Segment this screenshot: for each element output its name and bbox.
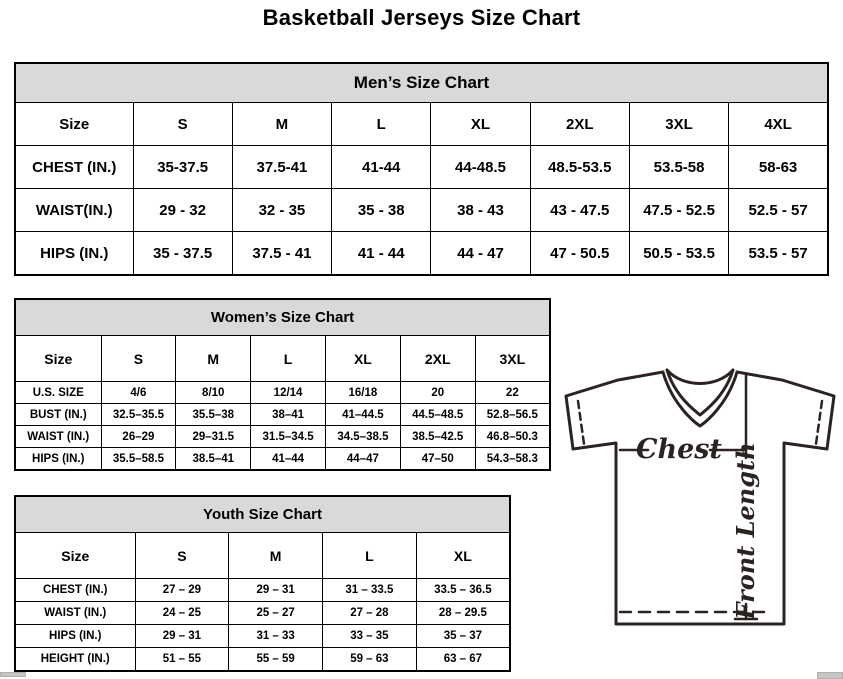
size-value: 53.5-58 [629, 146, 728, 189]
size-value: 16/18 [325, 382, 400, 404]
size-value: 22 [475, 382, 550, 404]
left-cuff-dashed-line [578, 401, 584, 444]
size-value: 35.5–38 [176, 404, 251, 426]
size-value: 29–31.5 [176, 426, 251, 448]
size-value: 37.5 - 41 [232, 232, 331, 276]
size-value: 35-37.5 [133, 146, 232, 189]
youth-header-row [15, 533, 510, 579]
size-value: 12/14 [251, 382, 326, 404]
size-value: 47 - 50.5 [530, 232, 629, 276]
size-value: 20 [400, 382, 475, 404]
size-value: 44–47 [325, 448, 400, 471]
womens-header-row [15, 336, 550, 382]
collar-outer [663, 372, 737, 426]
table-row [15, 232, 828, 276]
table-row [15, 382, 550, 404]
column-header: L [251, 336, 326, 382]
table-row [15, 602, 510, 625]
size-value: 52.8–56.5 [475, 404, 550, 426]
size-value: 41–44.5 [325, 404, 400, 426]
youth-size-table [14, 495, 511, 672]
size-value: 31.5–34.5 [251, 426, 326, 448]
size-value: 27 – 28 [323, 602, 417, 625]
column-header: Size [15, 103, 133, 146]
collar-back [667, 370, 733, 384]
size-value: 24 – 25 [135, 602, 229, 625]
front-length-label: Front Length [731, 442, 760, 620]
size-value: 38 - 43 [431, 189, 530, 232]
size-value: 38.5–42.5 [400, 426, 475, 448]
size-value: 34.5–38.5 [325, 426, 400, 448]
size-value: 44 - 47 [431, 232, 530, 276]
size-value: 50.5 - 53.5 [629, 232, 728, 276]
column-header: M [229, 533, 323, 579]
size-value: 47.5 - 52.5 [629, 189, 728, 232]
size-value: 27 – 29 [135, 579, 229, 602]
column-header: 4XL [729, 103, 828, 146]
size-value: 35.5–58.5 [101, 448, 176, 471]
size-value: 38–41 [251, 404, 326, 426]
mens-table-title: Men’s Size Chart [15, 63, 828, 103]
column-header: XL [325, 336, 400, 382]
size-value: 35 - 37.5 [133, 232, 232, 276]
jersey-outline [566, 372, 834, 624]
table-row [15, 648, 510, 672]
size-value: 31 – 33 [229, 625, 323, 648]
row-label: WAIST (IN.) [15, 602, 135, 625]
size-value: 44-48.5 [431, 146, 530, 189]
womens-size-table [14, 298, 551, 471]
table-row [15, 146, 828, 189]
column-header: 2XL [530, 103, 629, 146]
horizontal-scrollbar-left-piece[interactable] [0, 672, 26, 677]
size-value: 51 – 55 [135, 648, 229, 672]
youth-table-title: Youth Size Chart [15, 496, 510, 533]
right-cuff-dashed-line [816, 401, 822, 444]
size-value: 41-44 [332, 146, 431, 189]
size-value: 29 – 31 [229, 579, 323, 602]
column-header: M [176, 336, 251, 382]
size-value: 8/10 [176, 382, 251, 404]
column-header: 3XL [475, 336, 550, 382]
size-value: 32 - 35 [232, 189, 331, 232]
size-value: 29 – 31 [135, 625, 229, 648]
size-value: 53.5 - 57 [729, 232, 828, 276]
column-header: S [133, 103, 232, 146]
size-value: 29 - 32 [133, 189, 232, 232]
row-label: WAIST (IN.) [15, 426, 101, 448]
column-header: XL [416, 533, 510, 579]
size-value: 4/6 [101, 382, 176, 404]
row-label: U.S. SIZE [15, 382, 101, 404]
column-header: Size [15, 336, 101, 382]
column-header: L [332, 103, 431, 146]
size-value: 31 – 33.5 [323, 579, 417, 602]
table-row [15, 426, 550, 448]
row-label: CHEST (IN.) [15, 579, 135, 602]
mens-header-row [15, 103, 828, 146]
horizontal-scrollbar-right-piece[interactable] [817, 672, 843, 679]
size-value: 47–50 [400, 448, 475, 471]
size-value: 46.8–50.3 [475, 426, 550, 448]
chest-label: Chest [636, 434, 722, 465]
size-value: 35 – 37 [416, 625, 510, 648]
size-value: 55 – 59 [229, 648, 323, 672]
womens-table-title: Women’s Size Chart [15, 299, 550, 336]
column-header: S [101, 336, 176, 382]
row-label: HIPS (IN.) [15, 232, 133, 276]
row-label: HIPS (IN.) [15, 448, 101, 471]
size-value: 63 – 67 [416, 648, 510, 672]
size-value: 48.5-53.5 [530, 146, 629, 189]
column-header: 2XL [400, 336, 475, 382]
column-header: S [135, 533, 229, 579]
table-row [15, 448, 550, 471]
row-label: CHEST (IN.) [15, 146, 133, 189]
size-value: 41 - 44 [332, 232, 431, 276]
size-value: 28 – 29.5 [416, 602, 510, 625]
page-title: Basketball Jerseys Size Chart [262, 5, 581, 30]
size-value: 33 – 35 [323, 625, 417, 648]
size-value: 52.5 - 57 [729, 189, 828, 232]
table-row [15, 189, 828, 232]
row-label: BUST (IN.) [15, 404, 101, 426]
jersey-measurement-diagram [556, 362, 843, 662]
size-value: 59 – 63 [323, 648, 417, 672]
jersey-illustration [556, 362, 843, 662]
column-header: M [232, 103, 331, 146]
size-value: 25 – 27 [229, 602, 323, 625]
size-value: 38.5–41 [176, 448, 251, 471]
size-value: 54.3–58.3 [475, 448, 550, 471]
mens-size-table [14, 62, 829, 276]
row-label: HIPS (IN.) [15, 625, 135, 648]
size-value: 26–29 [101, 426, 176, 448]
size-value: 44.5–48.5 [400, 404, 475, 426]
size-value: 58-63 [729, 146, 828, 189]
size-value: 33.5 – 36.5 [416, 579, 510, 602]
table-row [15, 579, 510, 602]
column-header: XL [431, 103, 530, 146]
column-header: Size [15, 533, 135, 579]
table-row [15, 404, 550, 426]
size-value: 41–44 [251, 448, 326, 471]
table-row [15, 625, 510, 648]
row-label: HEIGHT (IN.) [15, 648, 135, 672]
row-label: WAIST(IN.) [15, 189, 133, 232]
column-header: L [323, 533, 417, 579]
size-value: 35 - 38 [332, 189, 431, 232]
size-value: 32.5–35.5 [101, 404, 176, 426]
size-value: 43 - 47.5 [530, 189, 629, 232]
column-header: 3XL [629, 103, 728, 146]
size-value: 37.5-41 [232, 146, 331, 189]
